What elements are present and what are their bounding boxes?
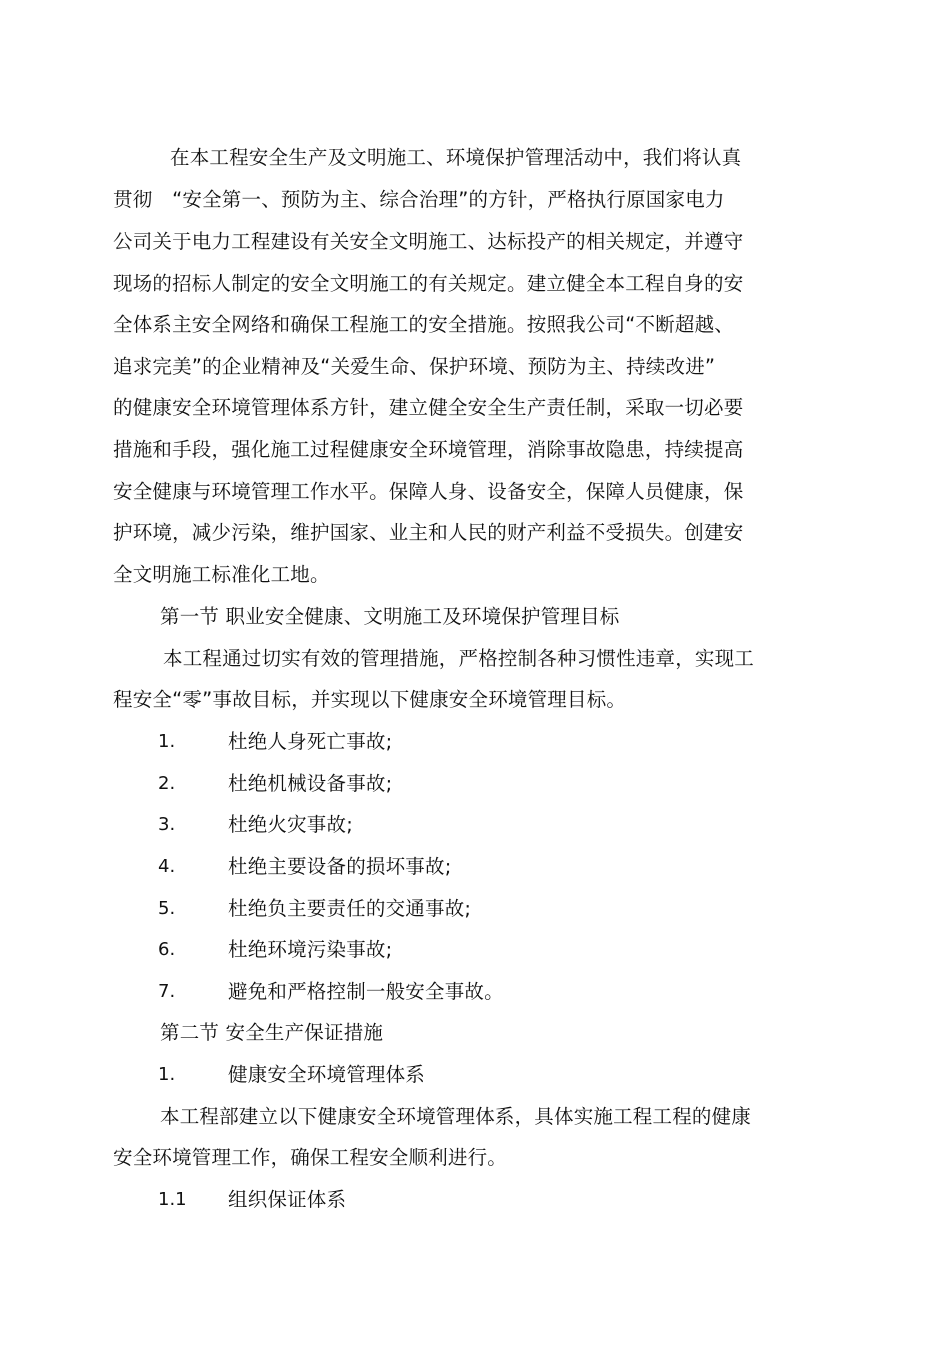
intro-line-1: 在本工程安全生产及文明施工、环境保护管理活动中，我们将认真	[170, 146, 742, 169]
goal-item-number: 1.	[158, 731, 176, 752]
section1-para-line-1: 本工程通过切实有效的管理措施，严格控制各种习惯性违章，实现工	[163, 647, 755, 670]
goal-item-number: 5.	[158, 898, 176, 919]
goal-item-text: 杜绝负主要责任的交通事故;	[228, 897, 472, 920]
subsection-number: 1.	[158, 1064, 176, 1085]
goal-item-text: 杜绝火灾事故;	[228, 813, 353, 836]
intro-line-10: 护环境，减少污染，维护国家、业主和人民的财产利益不受损失。创建安	[113, 521, 744, 544]
subsection-title: 组织保证体系	[228, 1188, 347, 1211]
intro-line-4: 现场的招标人制定的安全文明施工的有关规定。建立健全本工程自身的安	[113, 272, 744, 295]
goal-item-number: 3.	[158, 814, 176, 835]
goal-item-text: 杜绝环境污染事故;	[228, 938, 393, 961]
intro-line-6: 追求完美”的企业精神及“关爱生命、保护环境、预防为主、持续改进”	[113, 355, 716, 378]
section2-para-line-2: 安全环境管理工作，确保工程安全顺利进行。	[113, 1146, 508, 1169]
section1-heading: 第一节 职业安全健康、文明施工及环境保护管理目标	[160, 605, 620, 628]
intro-line-3: 公司关于电力工程建设有关安全文明施工、达标投产的相关规定，并遵守	[113, 230, 744, 253]
intro-line-8: 措施和手段，强化施工过程健康安全环境管理，消除事故隐患，持续提高	[113, 438, 744, 461]
goal-item-text: 避免和严格控制一般安全事故。	[228, 980, 504, 1003]
goal-item-number: 7.	[158, 981, 176, 1002]
subsection-number: 1.1	[158, 1189, 187, 1210]
intro-line-9: 安全健康与环境管理工作水平。保障人身、设备安全，保障人员健康，保	[113, 480, 744, 503]
goal-item-text: 杜绝主要设备的损坏事故;	[228, 855, 452, 878]
intro-line-11: 全文明施工标准化工地。	[113, 563, 330, 586]
intro-line-5: 全体系主安全网络和确保工程施工的安全措施。按照我公司“不断超越、	[113, 313, 735, 336]
goal-item-text: 杜绝机械设备事故;	[228, 772, 393, 795]
goal-item-number: 4.	[158, 856, 176, 877]
goal-item-text: 杜绝人身死亡事故;	[228, 730, 393, 753]
intro-line-7: 的健康安全环境管理体系方针，建立健全安全生产责任制，采取一切必要	[113, 396, 744, 419]
intro-line-2: 贯彻 “安全第一、预防为主、综合治理”的方针，严格执行原国家电力	[113, 188, 725, 211]
section1-para-line-2: 程安全“零”事故目标，并实现以下健康安全环境管理目标。	[113, 688, 627, 711]
section2-heading: 第二节 安全生产保证措施	[160, 1021, 384, 1044]
goal-item-number: 2.	[158, 773, 176, 794]
subsection-title: 健康安全环境管理体系	[228, 1063, 426, 1086]
goal-item-number: 6.	[158, 939, 176, 960]
section2-para-line-1: 本工程部建立以下健康安全环境管理体系，具体实施工程工程的健康	[160, 1105, 752, 1128]
